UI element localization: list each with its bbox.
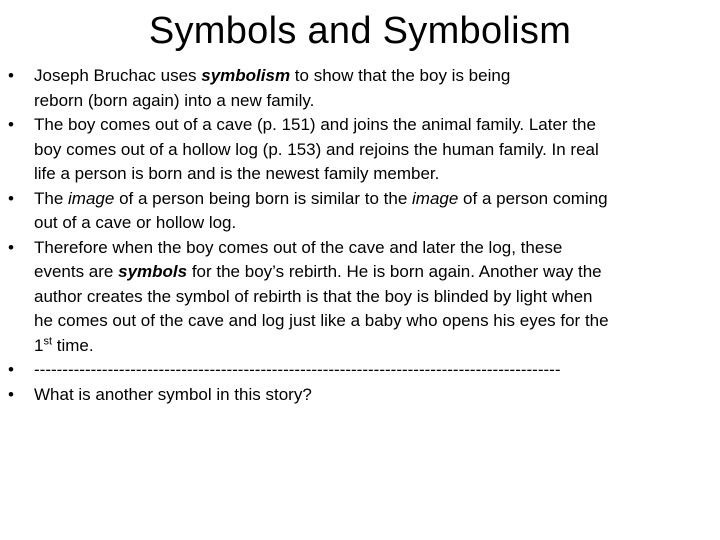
bullet-text: time. <box>52 335 94 355</box>
bullet-text: events are <box>34 262 119 281</box>
question-text: What is another symbol in this story? <box>34 384 312 404</box>
slide-content <box>8 64 714 407</box>
bullet-text: author creates the symbol of rebirth is that the boy is blinded by light when <box>34 286 593 306</box>
emphasis-term: symbols <box>118 262 188 281</box>
emphasis-term: image <box>412 188 459 208</box>
bullet-item-question <box>8 383 714 408</box>
bullet-item-rebirth <box>8 236 714 359</box>
bullet-text: The boy comes out of a cave (p. 151) and joins the animal family. Later the <box>34 115 596 134</box>
bullet-item-divider <box>8 358 714 383</box>
bullet-dot-icon: • <box>8 188 14 208</box>
bullet-text: The <box>34 188 69 208</box>
bullet-dot-icon: • <box>8 360 14 379</box>
bullet-text: he comes out of the cave and log just like a baby who opens his eyes for the <box>34 311 609 330</box>
bullet-item-symbolism <box>8 64 714 113</box>
bullet-text: of a person being born is similar to the <box>114 188 413 208</box>
bullet-text: 1 <box>34 335 44 355</box>
bullet-text: to show that the boy is being <box>290 66 511 85</box>
bullet-item-cave-log <box>8 113 714 187</box>
bullet-text: Therefore when the boy comes out of the cave and later the log, these <box>34 237 563 257</box>
dashed-divider: --------------------------------------------------------------------------------------------- <box>34 360 561 379</box>
bullet-text: of a person coming <box>458 188 608 208</box>
bullet-dot-icon: • <box>8 384 14 404</box>
bullet-dot-icon: • <box>8 66 14 85</box>
bullet-dot-icon: • <box>8 237 14 257</box>
bullet-text: for the boy’s rebirth. He is born again. Another way the <box>187 262 602 281</box>
emphasis-term: symbolism <box>201 66 291 85</box>
bullet-text: reborn (born again) into a new family. <box>34 90 315 110</box>
bullet-text: life a person is born and is the newest family member. <box>34 164 440 183</box>
ordinal-suffix: st <box>43 334 53 347</box>
bullet-text: Joseph Bruchac uses <box>34 66 202 85</box>
bullet-list <box>8 64 714 407</box>
emphasis-term: image <box>68 188 115 208</box>
slide-title: Symbols and Symbolism <box>148 10 572 52</box>
bullet-text: boy comes out of a hollow log (p. 153) and rejoins the human family. In real <box>34 139 599 159</box>
bullet-dot-icon: • <box>8 115 14 134</box>
bullet-text: out of a cave or hollow log. <box>34 213 237 232</box>
bullet-item-image <box>8 187 714 236</box>
